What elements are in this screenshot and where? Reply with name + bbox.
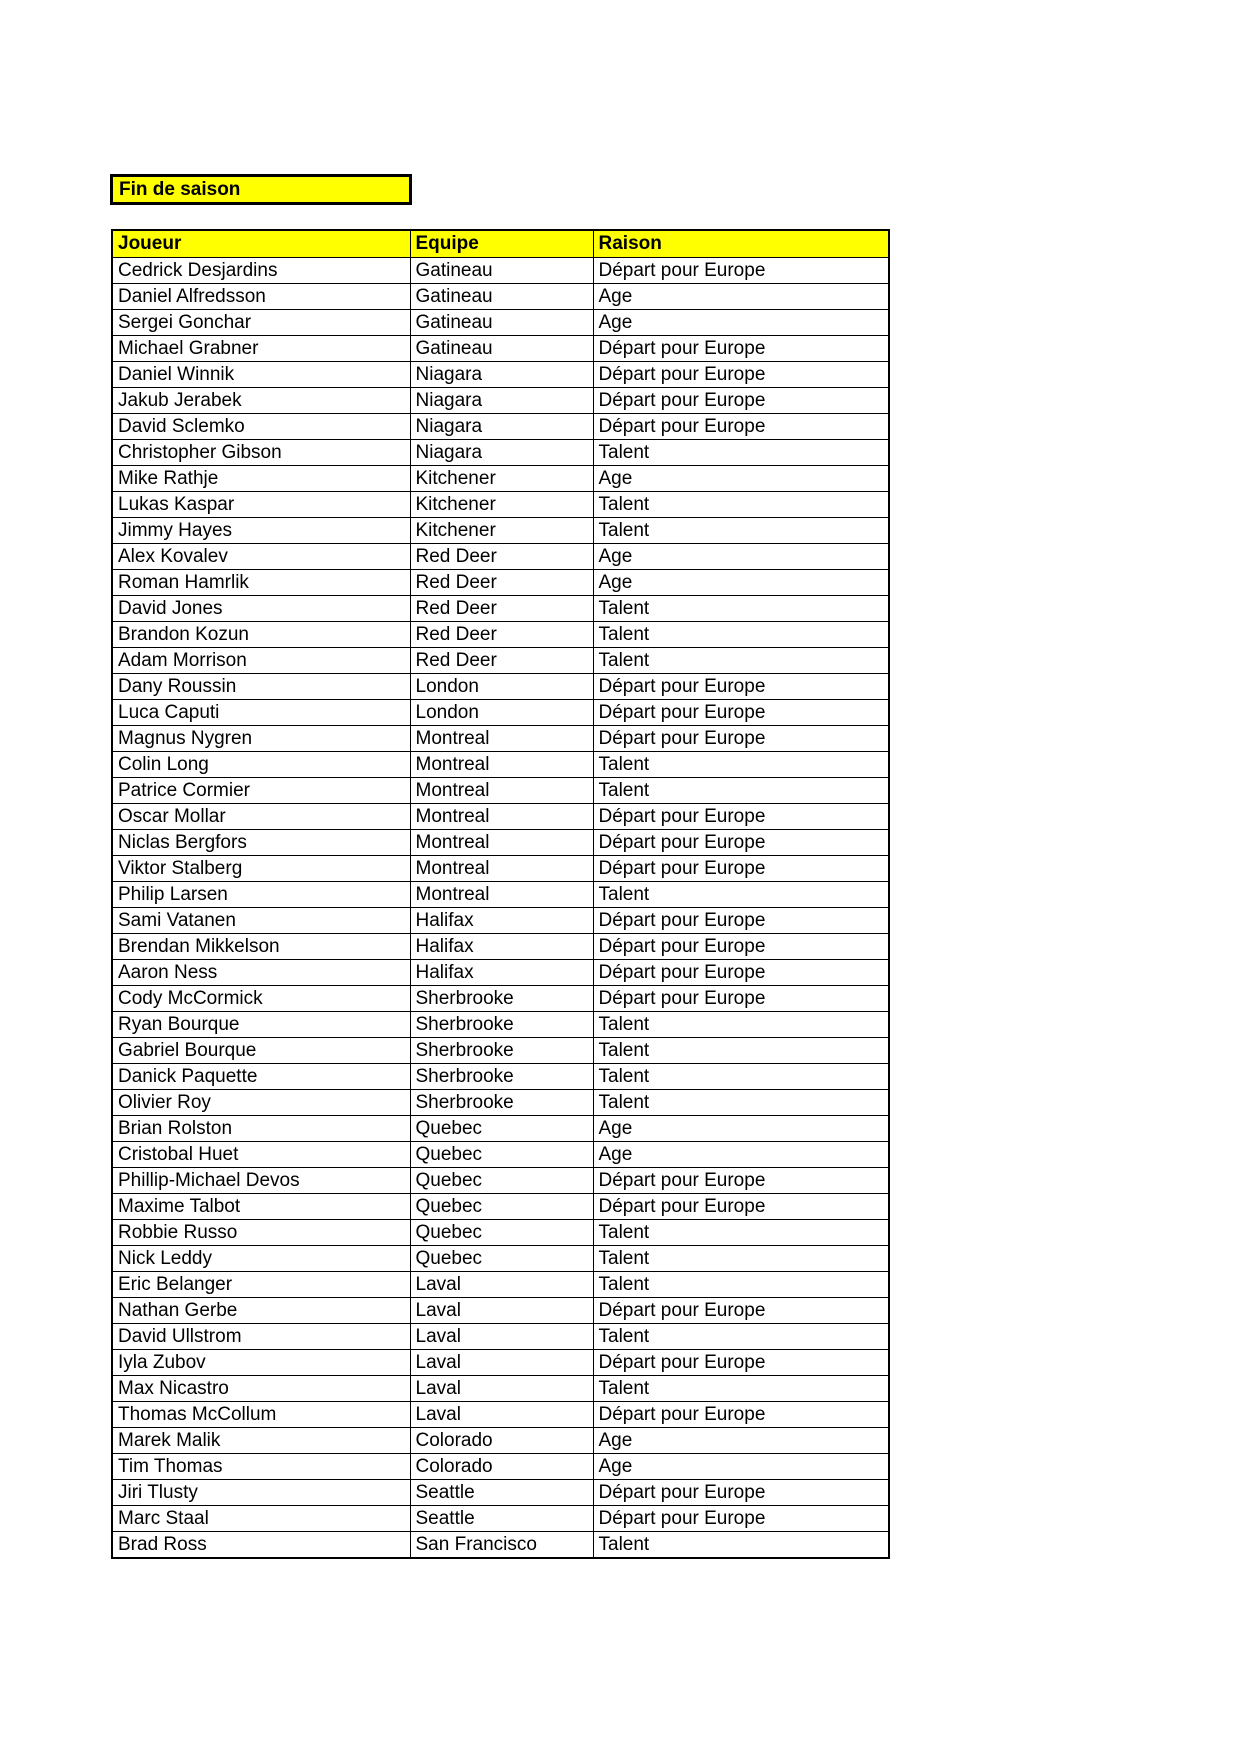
cell-team: Montreal (410, 855, 593, 881)
cell-player: Marc Staal (112, 1505, 410, 1531)
cell-team: Sherbrooke (410, 1011, 593, 1037)
cell-team: Quebec (410, 1167, 593, 1193)
cell-reason: Départ pour Europe (593, 1505, 889, 1531)
cell-team: Sherbrooke (410, 1089, 593, 1115)
cell-team: Halifax (410, 959, 593, 985)
cell-team: Red Deer (410, 569, 593, 595)
cell-player: Roman Hamrlik (112, 569, 410, 595)
cell-team: Quebec (410, 1141, 593, 1167)
table-row (112, 465, 889, 491)
table-row (112, 881, 889, 907)
cell-team: Quebec (410, 1245, 593, 1271)
cell-reason: Talent (593, 595, 889, 621)
table-row (112, 829, 889, 855)
table-row (112, 777, 889, 803)
table-row (112, 1271, 889, 1297)
cell-player: Daniel Winnik (112, 361, 410, 387)
cell-team: Montreal (410, 881, 593, 907)
table-row (112, 1375, 889, 1401)
table-row (112, 1427, 889, 1453)
table-row (112, 1011, 889, 1037)
cell-reason: Talent (593, 621, 889, 647)
cell-team: Laval (410, 1401, 593, 1427)
cell-team: Laval (410, 1297, 593, 1323)
cell-team: Quebec (410, 1115, 593, 1141)
table-row (112, 1479, 889, 1505)
table-row (112, 569, 889, 595)
cell-team: Colorado (410, 1427, 593, 1453)
cell-player: Cody McCormick (112, 985, 410, 1011)
cell-player: Niclas Bergfors (112, 829, 410, 855)
cell-reason: Talent (593, 1323, 889, 1349)
cell-team: Red Deer (410, 595, 593, 621)
cell-reason: Talent (593, 1089, 889, 1115)
table-row (112, 1167, 889, 1193)
cell-team: San Francisco (410, 1531, 593, 1558)
cell-reason: Départ pour Europe (593, 673, 889, 699)
cell-reason: Age (593, 1427, 889, 1453)
cell-team: Sherbrooke (410, 985, 593, 1011)
cell-player: Jiri Tlusty (112, 1479, 410, 1505)
cell-reason: Départ pour Europe (593, 907, 889, 933)
cell-player: Luca Caputi (112, 699, 410, 725)
cell-reason: Age (593, 1453, 889, 1479)
cell-reason: Talent (593, 1531, 889, 1558)
cell-team: Kitchener (410, 491, 593, 517)
cell-player: Cristobal Huet (112, 1141, 410, 1167)
table-row (112, 595, 889, 621)
cell-reason: Départ pour Europe (593, 387, 889, 413)
cell-player: Thomas McCollum (112, 1401, 410, 1427)
cell-team: Seattle (410, 1479, 593, 1505)
column-header-equipe: Equipe (410, 230, 593, 257)
cell-team: Montreal (410, 725, 593, 751)
cell-team: Red Deer (410, 647, 593, 673)
players-table (111, 229, 890, 1559)
cell-player: Philip Larsen (112, 881, 410, 907)
cell-reason: Départ pour Europe (593, 1297, 889, 1323)
cell-team: Laval (410, 1271, 593, 1297)
cell-team: London (410, 673, 593, 699)
cell-player: David Sclemko (112, 413, 410, 439)
table-row (112, 1323, 889, 1349)
cell-reason: Age (593, 1141, 889, 1167)
cell-reason: Age (593, 283, 889, 309)
table-row (112, 699, 889, 725)
table-row (112, 1245, 889, 1271)
cell-team: Halifax (410, 907, 593, 933)
table-row (112, 751, 889, 777)
cell-player: Brian Rolston (112, 1115, 410, 1141)
cell-reason: Talent (593, 439, 889, 465)
cell-team: Kitchener (410, 517, 593, 543)
table-row (112, 1505, 889, 1531)
cell-team: Seattle (410, 1505, 593, 1531)
cell-team: Niagara (410, 387, 593, 413)
cell-reason: Départ pour Europe (593, 985, 889, 1011)
table-row (112, 439, 889, 465)
cell-reason: Talent (593, 647, 889, 673)
cell-reason: Talent (593, 1011, 889, 1037)
cell-player: Sergei Gonchar (112, 309, 410, 335)
cell-reason: Talent (593, 1271, 889, 1297)
cell-player: Adam Morrison (112, 647, 410, 673)
cell-reason: Départ pour Europe (593, 855, 889, 881)
table-row (112, 1115, 889, 1141)
cell-player: Max Nicastro (112, 1375, 410, 1401)
table-row (112, 933, 889, 959)
cell-team: Niagara (410, 439, 593, 465)
table-row (112, 907, 889, 933)
cell-reason: Départ pour Europe (593, 335, 889, 361)
cell-team: Sherbrooke (410, 1037, 593, 1063)
table-row (112, 673, 889, 699)
table-row (112, 309, 889, 335)
cell-player: Lukas Kaspar (112, 491, 410, 517)
cell-reason: Départ pour Europe (593, 1401, 889, 1427)
table-row (112, 543, 889, 569)
cell-team: Montreal (410, 803, 593, 829)
cell-team: Laval (410, 1323, 593, 1349)
column-header-joueur: Joueur (112, 230, 410, 257)
table-row (112, 361, 889, 387)
cell-reason: Départ pour Europe (593, 725, 889, 751)
cell-reason: Talent (593, 491, 889, 517)
cell-player: Jimmy Hayes (112, 517, 410, 543)
cell-player: Oscar Mollar (112, 803, 410, 829)
cell-reason: Départ pour Europe (593, 699, 889, 725)
cell-reason: Départ pour Europe (593, 1479, 889, 1505)
cell-team: Quebec (410, 1193, 593, 1219)
cell-player: Mike Rathje (112, 465, 410, 491)
table-row (112, 1089, 889, 1115)
cell-player: Dany Roussin (112, 673, 410, 699)
cell-team: London (410, 699, 593, 725)
table-row (112, 413, 889, 439)
cell-reason: Talent (593, 777, 889, 803)
cell-team: Kitchener (410, 465, 593, 491)
cell-player: Colin Long (112, 751, 410, 777)
cell-player: Marek Malik (112, 1427, 410, 1453)
cell-player: Michael Grabner (112, 335, 410, 361)
cell-team: Gatineau (410, 283, 593, 309)
table-row (112, 1141, 889, 1167)
cell-reason: Départ pour Europe (593, 361, 889, 387)
cell-reason: Talent (593, 1063, 889, 1089)
table-row (112, 621, 889, 647)
section-title-box (110, 174, 412, 205)
table-row (112, 1531, 889, 1558)
table-row (112, 257, 889, 283)
cell-reason: Départ pour Europe (593, 829, 889, 855)
cell-reason: Départ pour Europe (593, 959, 889, 985)
cell-reason: Départ pour Europe (593, 1193, 889, 1219)
table-header-row (112, 230, 889, 257)
cell-team: Gatineau (410, 335, 593, 361)
cell-player: Nick Leddy (112, 1245, 410, 1271)
cell-player: Nathan Gerbe (112, 1297, 410, 1323)
cell-reason: Talent (593, 1245, 889, 1271)
table-row (112, 1219, 889, 1245)
table-row (112, 1037, 889, 1063)
cell-team: Gatineau (410, 257, 593, 283)
cell-player: Viktor Stalberg (112, 855, 410, 881)
table-row (112, 803, 889, 829)
table-row (112, 1453, 889, 1479)
cell-team: Sherbrooke (410, 1063, 593, 1089)
table-row (112, 491, 889, 517)
cell-reason: Age (593, 465, 889, 491)
table-row (112, 855, 889, 881)
cell-player: Magnus Nygren (112, 725, 410, 751)
cell-player: Brendan Mikkelson (112, 933, 410, 959)
cell-player: Cedrick Desjardins (112, 257, 410, 283)
cell-team: Laval (410, 1375, 593, 1401)
cell-reason: Age (593, 309, 889, 335)
cell-reason: Départ pour Europe (593, 257, 889, 283)
cell-reason: Talent (593, 881, 889, 907)
cell-reason: Age (593, 543, 889, 569)
cell-player: David Ullstrom (112, 1323, 410, 1349)
cell-team: Montreal (410, 829, 593, 855)
cell-team: Colorado (410, 1453, 593, 1479)
cell-team: Laval (410, 1349, 593, 1375)
cell-reason: Talent (593, 1037, 889, 1063)
table-row (112, 1297, 889, 1323)
cell-team: Niagara (410, 361, 593, 387)
table-row (112, 647, 889, 673)
cell-player: Brandon Kozun (112, 621, 410, 647)
cell-player: Maxime Talbot (112, 1193, 410, 1219)
cell-player: Brad Ross (112, 1531, 410, 1558)
cell-team: Quebec (410, 1219, 593, 1245)
column-header-raison: Raison (593, 230, 889, 257)
cell-reason: Départ pour Europe (593, 1167, 889, 1193)
cell-player: Alex Kovalev (112, 543, 410, 569)
cell-reason: Départ pour Europe (593, 803, 889, 829)
table-row (112, 1193, 889, 1219)
cell-player: David Jones (112, 595, 410, 621)
table-row (112, 1349, 889, 1375)
cell-player: Aaron Ness (112, 959, 410, 985)
cell-player: Iyla Zubov (112, 1349, 410, 1375)
table-row (112, 1063, 889, 1089)
cell-player: Christopher Gibson (112, 439, 410, 465)
cell-player: Eric Belanger (112, 1271, 410, 1297)
cell-player: Jakub Jerabek (112, 387, 410, 413)
cell-reason: Talent (593, 517, 889, 543)
table-row (112, 517, 889, 543)
cell-team: Red Deer (410, 621, 593, 647)
cell-team: Red Deer (410, 543, 593, 569)
cell-player: Tim Thomas (112, 1453, 410, 1479)
cell-player: Gabriel Bourque (112, 1037, 410, 1063)
cell-reason: Départ pour Europe (593, 933, 889, 959)
cell-team: Montreal (410, 751, 593, 777)
cell-reason: Age (593, 569, 889, 595)
cell-player: Patrice Cormier (112, 777, 410, 803)
cell-reason: Talent (593, 1219, 889, 1245)
table-row (112, 985, 889, 1011)
cell-team: Montreal (410, 777, 593, 803)
cell-player: Daniel Alfredsson (112, 283, 410, 309)
table-row (112, 387, 889, 413)
cell-reason: Départ pour Europe (593, 413, 889, 439)
cell-reason: Talent (593, 1375, 889, 1401)
cell-reason: Age (593, 1115, 889, 1141)
cell-player: Sami Vatanen (112, 907, 410, 933)
cell-player: Danick Paquette (112, 1063, 410, 1089)
table-row (112, 725, 889, 751)
cell-team: Niagara (410, 413, 593, 439)
cell-player: Ryan Bourque (112, 1011, 410, 1037)
table-body (112, 257, 889, 1558)
cell-reason: Départ pour Europe (593, 1349, 889, 1375)
cell-team: Halifax (410, 933, 593, 959)
table-row (112, 959, 889, 985)
cell-team: Gatineau (410, 309, 593, 335)
cell-player: Robbie Russo (112, 1219, 410, 1245)
cell-reason: Talent (593, 751, 889, 777)
cell-player: Phillip-Michael Devos (112, 1167, 410, 1193)
table-row (112, 335, 889, 361)
cell-player: Olivier Roy (112, 1089, 410, 1115)
table-row (112, 283, 889, 309)
section-title: Fin de saison (119, 179, 241, 200)
table-row (112, 1401, 889, 1427)
